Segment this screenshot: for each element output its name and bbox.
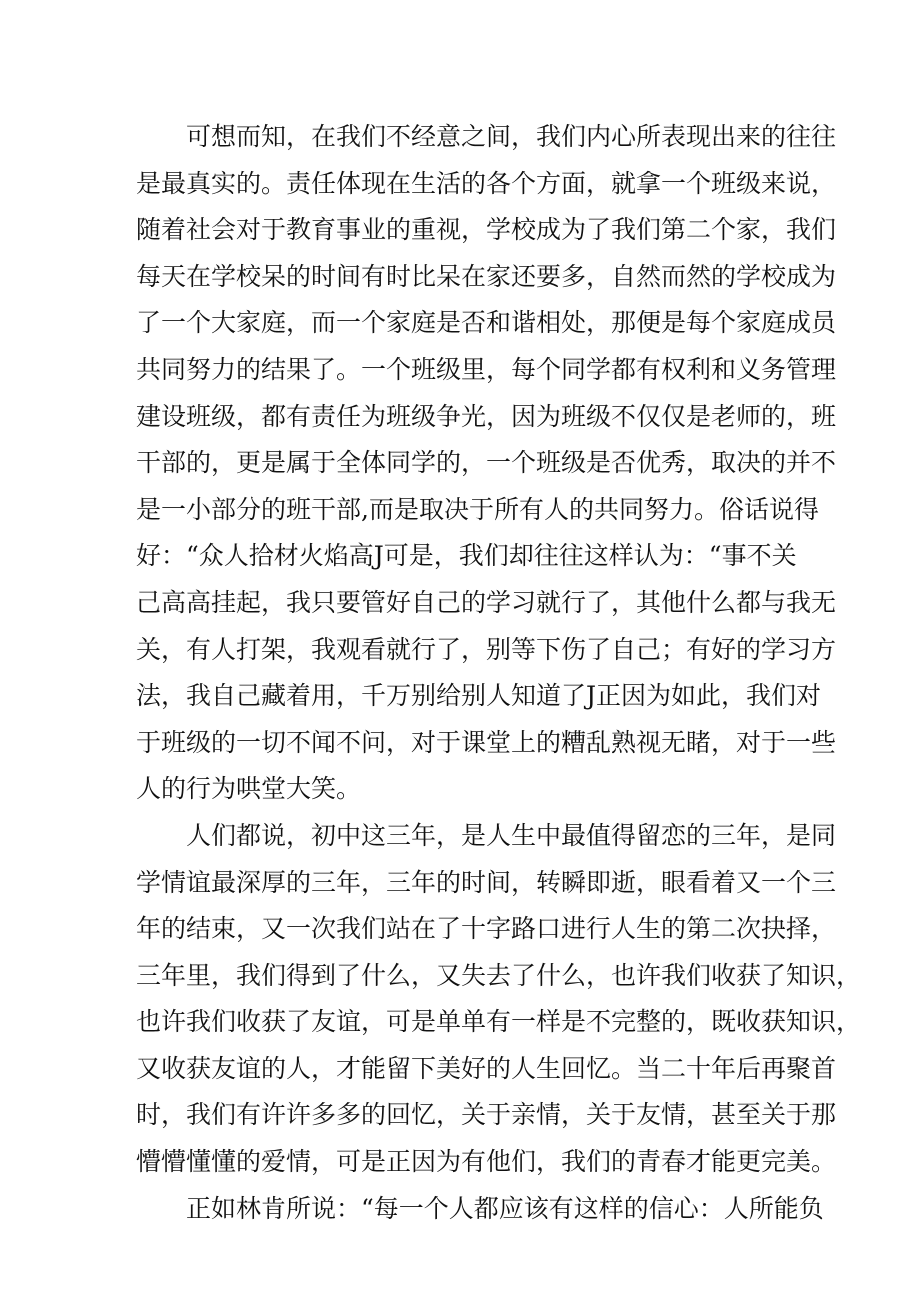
text-line: 好：“众人拾材火焰高J可是，我们却往往这样认为：“事不关 [136,541,797,571]
body-text [136,114,862,1232]
text-line: 随着社会对于教育事业的重视，学校成为了我们第二个家，我们 [136,215,837,245]
text-line: 法，我自己藏着用，千万别给别人知道了J正因为如此，我们对 [136,681,822,711]
paragraph-lincoln [136,1186,824,1233]
text-line: 是一小部分的班干部,而是取决于所有人的共同努力。俗话说得 [136,494,819,524]
text-line: 可想而知，在我们不经意之间，我们内心所表现出来的往往 [186,122,837,151]
text-line: 懵懵懂懂的爱情，可是正因为有他们，我们的青春才能更完美。 [136,1147,837,1177]
paragraph-responsibility [136,114,837,813]
text-line: 也许我们收获了友谊，可是单单有一样是不完整的，既收获知识， [136,1007,862,1037]
paragraph-three-years [136,813,862,1186]
text-line: 正如林肯所说：“每一个人都应该有这样的信心：人所能负 [186,1193,824,1223]
text-line: 人们都说，初中这三年，是人生中最值得留恋的三年，是同 [186,820,837,850]
text-line: 于班级的一切不闻不问，对于课堂上的糟乱熟视无睹，对于一些 [136,727,837,757]
text-line: 关，有人打架，我观看就行了，别等下伤了自己；有好的学习方 [136,634,837,664]
text-line: 又收获友谊的人，才能留下美好的人生回忆。当二十年后再聚首 [136,1053,837,1083]
text-line: 了一个大家庭，而一个家庭是否和谐相处，那便是每个家庭成员 [136,308,837,338]
text-line: 每天在学校呆的时间有时比呆在家还要多，自然而然的学校成为 [136,261,837,291]
text-line: 学情谊最深厚的三年，三年的时间，转瞬即逝，眼看着又一个三 [136,867,837,897]
text-line: 三年里，我们得到了什么，又失去了什么，也许我们收获了知识， [136,960,862,990]
text-line: 共同努力的结果了。一个班级里，每个同学都有权利和义务管理 [136,354,837,384]
text-line: 是最真实的。责任体现在生活的各个方面，就拿一个班级来说， [136,168,837,198]
text-line: 建设班级，都有责任为班级争光，因为班级不仅仅是老师的，班 [136,401,837,431]
text-line: 人的行为哄堂大笑。 [136,774,362,804]
text-line: 干部的，更是属于全体同学的，一个班级是否优秀，取决的并不 [136,448,837,478]
text-line: 时，我们有许许多多的回忆，关于亲情，关于友情，甚至关于那 [136,1100,837,1130]
text-line: 己高高挂起，我只要管好自己的学习就行了，其他什么都与我无 [136,587,837,617]
text-line: 年的结束，又一次我们站在了十字路口进行人生的第二次抉择， [136,914,837,944]
